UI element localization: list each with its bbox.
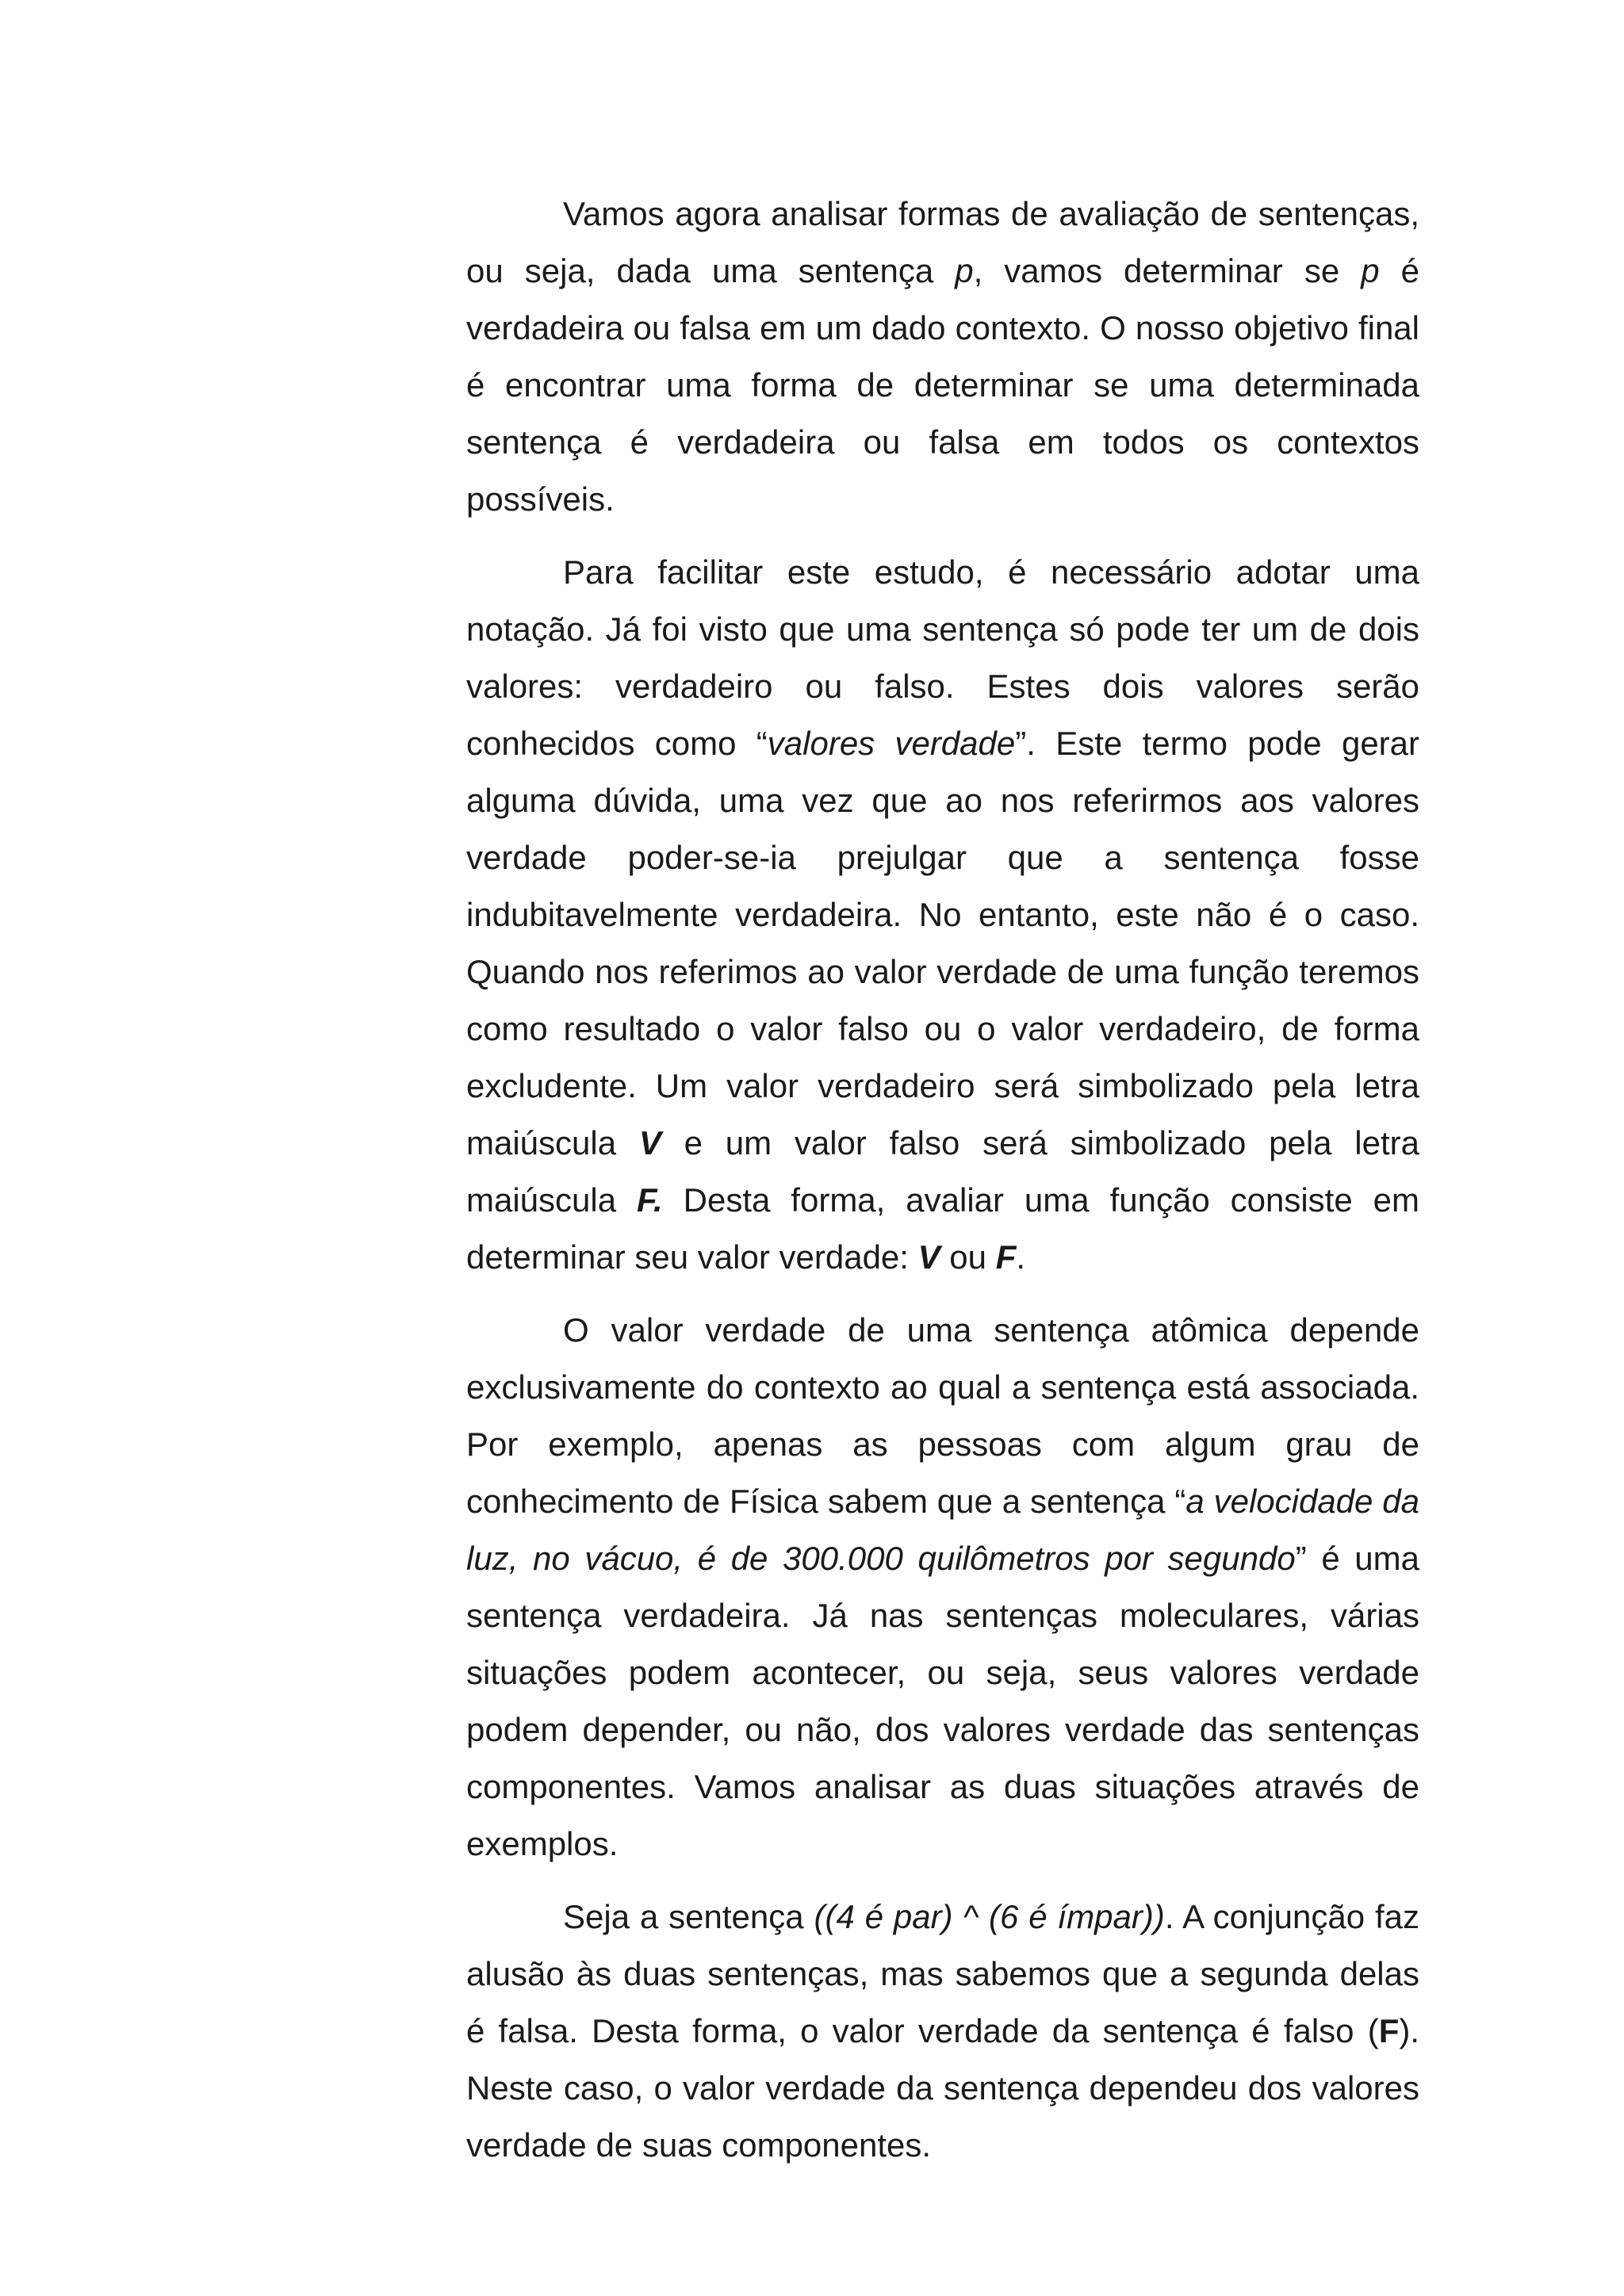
text-segment: . [1016, 1238, 1026, 1276]
symbol-f: F [1378, 2012, 1400, 2049]
symbol-f: F. [637, 1181, 663, 1219]
symbol-v: V [638, 1124, 661, 1161]
text-segment: Seja a sentença [563, 1898, 814, 1935]
text-segment: e um valor falso será simbolizado pela letra maiúscula [466, 1124, 1419, 1219]
text-segment: Vamos agora analisar formas de avaliação de sentenças, ou seja, dada uma sentença [466, 195, 1419, 289]
text-segment: ”. Este termo pode gerar alguma dúvida, uma vez que ao nos referirmos aos valores verdade poder-se-ia prejulgar que a sentença fosse indubitavelmente verdadeira. No entanto, este não é o caso. Quando nos referimos ao valor verdade de uma função teremos como resultado o valor falso ou o valor verdadeiro, de forma excludente. Um valor verdadeiro será simbolizado pela letra maiúscula [466, 725, 1420, 1161]
text-segment: O valor verdade de uma sentença atômica depende exclusivamente do contexto ao qual a sentença está associada. Por exemplo, apenas as pessoas com algum grau de conhecimento de Física sabem que a sentença “ [466, 1311, 1419, 1520]
variable-p: p [955, 252, 974, 289]
paragraph-2 [466, 544, 1419, 1286]
text-segment: , vamos determinar se [973, 252, 1362, 289]
text-segment: Desta forma, avaliar uma função consiste em determinar seu valor verdade: [466, 1181, 1419, 1276]
emphasis-term: valores verdade [767, 725, 1016, 762]
text-segment: é verdadeira ou falsa em um dado contexto. O nosso objetivo final é encontrar uma forma de determinar se uma determinada sentença é verdadeira ou falsa em todos os contextos possíveis. [466, 252, 1419, 518]
logic-expression: ((4 é par) ^ (6 é ímpar)) [814, 1898, 1165, 1935]
paragraph-3 [466, 1302, 1419, 1873]
text-segment: Para facilitar este estudo, é necessário adotar uma notação. Já foi visto que uma sentença só pode ter um de dois valores: verdadeiro ou falso. Estes dois valores serão conhecidos como “ [466, 553, 1419, 762]
text-segment: . A conjunção faz alusão às duas sentenças, mas sabemos que a segunda delas é falsa. Desta forma, o valor verdade da sentença é falso ( [466, 1898, 1420, 2049]
quoted-sentence: a velocidade da luz, no vácuo, é de 300.000 quilômetros por segundo [466, 1483, 1419, 1577]
variable-p: p [1361, 252, 1380, 289]
document-page [466, 186, 1419, 2174]
symbol-v: V [917, 1238, 940, 1276]
paragraph-1 [466, 186, 1419, 528]
text-segment: ). Neste caso, o valor verdade da sentença dependeu dos valores verdade de suas componentes. [466, 2012, 1419, 2164]
text-segment: ou [940, 1238, 996, 1276]
symbol-f: F [995, 1238, 1017, 1276]
text-segment: ” é uma sentença verdadeira. Já nas sentenças moleculares, várias situações podem acontecer, ou seja, seus valores verdade podem depender, ou não, dos valores verdade das sentenças componentes. Vamos analisar as duas situações através de exemplos. [466, 1540, 1420, 1862]
paragraph-4 [466, 1888, 1419, 2174]
